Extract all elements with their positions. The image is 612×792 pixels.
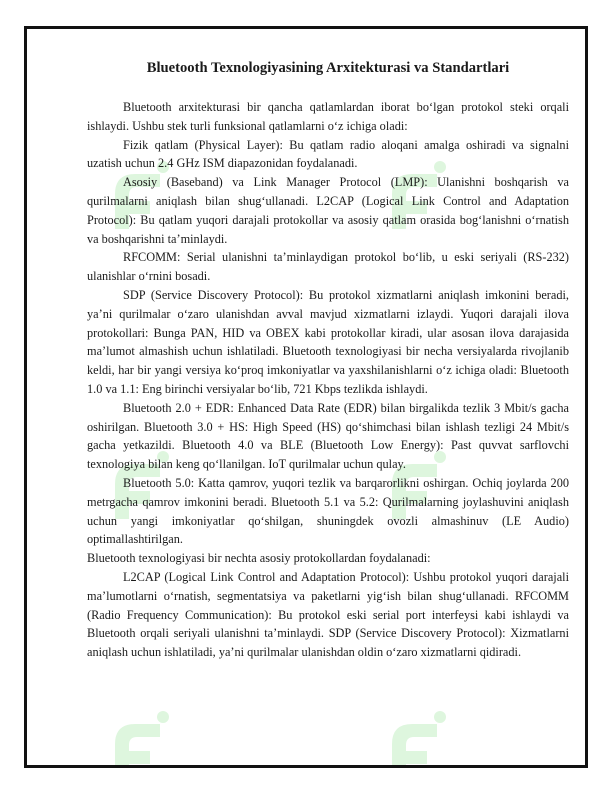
paragraph-bt2-bt4: Bluetooth 2.0 + EDR: Enhanced Data Rate (EDR) bilan birgalikda tezlik 3 Mbit/s gacha oshirilgan. Bluetooth 3.0 + HS: High Speed (HS) qo‘shimchasi bilan ishlash tezligi 24 Mbit/s gacha yetkazildi. Bluetooth 4.0 va BLE (Bluetooth Low Energy): Past quvvat sarflovchi texnologiya bilan keng qo‘llanilgan. IoT qurilmalar uchun qulay. bbox=[87, 400, 569, 472]
paragraph-protocols-detail: L2CAP (Logical Link Control and Adaptation Protocol): Ushbu protokol yuqori darajali ma’lumotlarni o‘rnatish, segmentatsiya va paketlarni yig‘ish bilan shug‘ullanadi. RFCOMM (Radio Frequency Communication): Bu protokol eski serial port interfeysi kabi ishlaydi va Bluetooth orqali seriyali ulanishni ta’minlaydi. SDP (Service Discovery Protocol): Xizmatlarni aniqlash uchun ishlatiladi, ya’ni qurilmalar ulanishdan oldin o‘zaro xizmatlarni qidiradi. bbox=[87, 569, 569, 660]
page-frame bbox=[24, 26, 588, 768]
paragraph-physical-layer: Fizik qatlam (Physical Layer): Bu qatlam radio aloqani amalga oshiradi va signalni uzatish uchun 2.4 GHz ISM diapazonidan foydalanadi. bbox=[87, 137, 569, 171]
paragraph-baseband-lmp: Asosiy (Baseband) va Link Manager Protocol (LMP): Ulanishni boshqarish va qurilmalarni aniqlash bilan shug‘ullanadi. L2CAP (Logical Link Control and Adaptation Protocol): Bu qatlam yuqori darajali protokollar va asosiy qatlam orasida bog‘lanishni o‘rnatish va boshqarishni ta’minlaydi. bbox=[87, 175, 569, 246]
paragraph-bt5: Bluetooth 5.0: Katta qamrov, yuqori tezlik va barqarorlikni oshirgan. Ochiq joylarda 200 metrgacha qamrov imkonini beradi. Bluetooth 5.1 va 5.2: Qurilmalarning joylashuvini aniqlash uchun yangi imkoniyatlar qo‘shilgan, shuningdek ovozli almashinuv (LE Audio) optimallashtirilgan. bbox=[87, 475, 569, 547]
paragraph-protocols-lead: Bluetooth texnologiyasi bir nechta asosiy protokollardan foydalanadi: bbox=[87, 551, 431, 566]
watermark-logo-icon bbox=[382, 709, 452, 768]
paragraph-rfcomm: RFCOMM: Serial ulanishni ta’minlaydigan protokol bo‘lib, u eski seriyali (RS-232) ulanishlar o‘rnini bosadi. bbox=[87, 250, 569, 284]
page-title: Bluetooth Texnologiyasining Arxitekturasi va Standartlari bbox=[146, 60, 510, 76]
paragraph-sdp-versions: SDP (Service Discovery Protocol): Bu protokol xizmatlarni aniqlash imkonini beradi, ya’ni qurilmalar o‘zaro ulanishdan avval mavjud xizmatlarni izlaydi. Yuqori darajali ilova protokollari: Bunga PAN, HID va OBEX kabi protokollar kiradi, ular asosan ilova darajasida ma’lumot almashish uchun ishlatiladi. Bluetooth texnologiyasi bir necha versiyalarda rivojlanib keldi, har bir yangi versiya ko‘proq imkoniyatlar va yaxshilanishlarni o‘z ichiga oladi: Bluetooth 1.0 va 1.1: Eng birinchi versiyalar bo‘lib, 721 Kbps tezlikda ishlaydi. bbox=[87, 287, 569, 396]
watermark-logo-icon bbox=[105, 709, 175, 768]
paragraph-intro: Bluetooth arxitekturasi bir qancha qatlamlardan iborat bo‘lgan protokol steki orqali ishlaydi. Ushbu stek turli funksional qatlamlarni o‘z ichiga oladi: bbox=[87, 100, 569, 133]
document-body bbox=[87, 59, 569, 662]
